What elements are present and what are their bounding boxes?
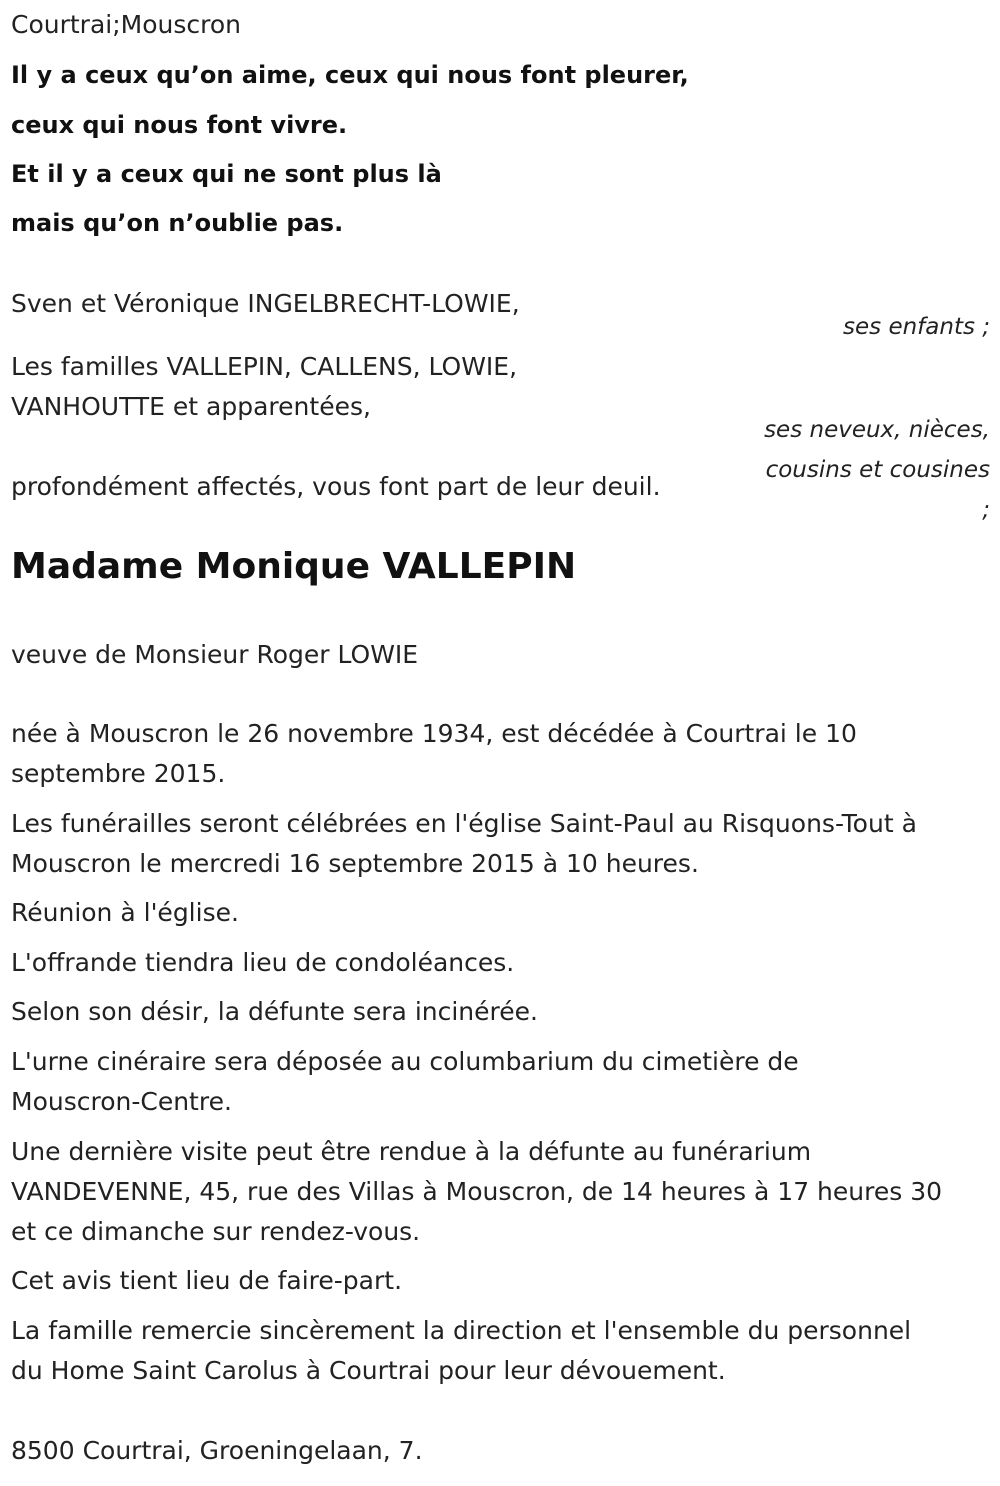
birth-death-line2: septembre 2015.: [11, 759, 226, 788]
visit-line2: VANDEVENNE, 45, rue des Villas à Mouscron, de 14 heures à 17 heures 30: [11, 1177, 943, 1206]
funeral-line2: Mouscron le mercredi 16 septembre 2015 à 10 heures.: [11, 849, 699, 878]
relatives-relation-line3: ;: [982, 497, 990, 523]
thanks-line2: du Home Saint Carolus à Courtrai pour leur dévouement.: [11, 1356, 726, 1385]
poem-line: mais qu’on n’oublie pas.: [11, 209, 344, 237]
cremation-text: Selon son désir, la défunte sera incinérée.: [11, 997, 538, 1026]
widow-of: veuve de Monsieur Roger LOWIE: [11, 640, 419, 669]
address: 8500 Courtrai, Groeningelaan, 7.: [11, 1436, 423, 1465]
offering-text: L'offrande tiendra lieu de condoléances.: [11, 948, 515, 977]
children-relation: ses enfants ;: [843, 314, 990, 340]
notice-text: Cet avis tient lieu de faire-part.: [11, 1266, 403, 1295]
visit-line3: et ce dimanche sur rendez-vous.: [11, 1217, 421, 1246]
relatives-names-line1: Les familles VALLEPIN, CALLENS, LOWIE,: [11, 352, 518, 381]
funeral-line1: Les funérailles seront célébrées en l'église Saint-Paul au Risquons-Tout à: [11, 809, 917, 838]
urn-line1: L'urne cinéraire sera déposée au columbarium du cimetière de: [11, 1047, 799, 1076]
announcement: profondément affectés, vous font part de leur deuil.: [11, 472, 661, 501]
urn-line2: Mouscron-Centre.: [11, 1087, 232, 1116]
location-header: Courtrai;Mouscron: [11, 10, 241, 39]
relatives-relation-line2: cousins et cousines: [765, 457, 990, 483]
poem-line: Il y a ceux qu’on aime, ceux qui nous font pleurer,: [11, 61, 689, 89]
meeting-text: Réunion à l'église.: [11, 898, 239, 927]
thanks-line1: La famille remercie sincèrement la direction et l'ensemble du personnel: [11, 1316, 912, 1345]
poem-line: ceux qui nous font vivre.: [11, 111, 348, 139]
poem-line: Et il y a ceux qui ne sont plus là: [11, 160, 442, 188]
visit-line1: Une dernière visite peut être rendue à la défunte au funérarium: [11, 1137, 812, 1166]
children-names: Sven et Véronique INGELBRECHT-LOWIE,: [11, 289, 520, 318]
relatives-names-line2: VANHOUTTE et apparentées,: [11, 392, 371, 421]
birth-death-line1: née à Mouscron le 26 novembre 1934, est décédée à Courtrai le 10: [11, 719, 857, 748]
relatives-relation-line1: ses neveux, nièces,: [764, 417, 990, 443]
deceased-name: Madame Monique VALLEPIN: [11, 546, 577, 587]
